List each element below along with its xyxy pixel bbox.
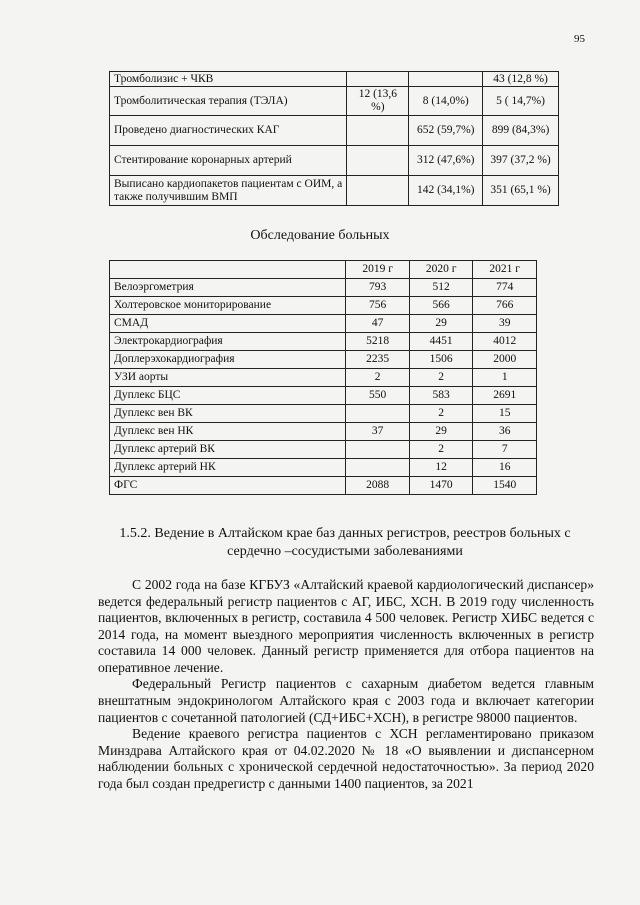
table-cell: 4012 xyxy=(473,333,537,351)
table-cell: 512 xyxy=(409,279,473,297)
table-row xyxy=(110,477,537,495)
table-cell: 899 (84,3%) xyxy=(483,116,559,146)
table-cell: 566 xyxy=(409,297,473,315)
row-label: УЗИ аорты xyxy=(110,369,346,387)
table-row xyxy=(110,176,559,206)
table-cell: 29 xyxy=(409,423,473,441)
table-cell: 774 xyxy=(473,279,537,297)
table-row xyxy=(110,87,559,116)
table-cell: 1506 xyxy=(409,351,473,369)
table-cell xyxy=(347,146,409,176)
table-cell: 8 (14,0%) xyxy=(409,87,483,116)
row-label: Тромболитическая терапия (ТЭЛА) xyxy=(110,87,347,116)
header-cell: 2021 г xyxy=(473,261,537,279)
table-cell: 2 xyxy=(409,369,473,387)
table-cell: 12 xyxy=(409,459,473,477)
treatment-table xyxy=(109,71,559,206)
table-cell: 397 (37,2 %) xyxy=(483,146,559,176)
row-label: Выписано кардиопакетов пациентам с ОИМ, а также получившим ВМП xyxy=(110,176,347,206)
section-heading: 1.5.2. Ведение в Алтайском крае баз данных регистров, реестров больных с сердечно –сосудистыми заболеваниями xyxy=(119,526,571,560)
row-label: Дуплекс вен ВК xyxy=(110,405,346,423)
table-cell: 16 xyxy=(473,459,537,477)
table-cell: 2088 xyxy=(346,477,410,495)
table-cell: 47 xyxy=(346,315,410,333)
examination-table xyxy=(109,260,537,495)
table-cell: 39 xyxy=(473,315,537,333)
table-cell xyxy=(409,72,483,87)
row-label: СМАД xyxy=(110,315,346,333)
table-cell: 2000 xyxy=(473,351,537,369)
header-cell: 2019 г xyxy=(346,261,410,279)
paragraph: Федеральный Регистр пациентов с сахарным диабетом ведется главным внештатным эндокринологом Алтайского края с 2003 года и включает категории пациентов с сочетанной патологией (СД+ИБС+ХСН), в регистре 98000 пациентов. xyxy=(98,676,594,725)
table-cell: 5218 xyxy=(346,333,410,351)
table-cell: 766 xyxy=(473,297,537,315)
table-cell: 12 (13,6 %) xyxy=(347,87,409,116)
table-cell xyxy=(346,459,410,477)
row-label: Дуплекс артерий ВК xyxy=(110,441,346,459)
table-row xyxy=(110,423,537,441)
table-row xyxy=(110,116,559,146)
table-row xyxy=(110,279,537,297)
table-cell: 2235 xyxy=(346,351,410,369)
table-cell xyxy=(347,116,409,146)
row-label: Электрокардиография xyxy=(110,333,346,351)
table-cell: 142 (34,1%) xyxy=(409,176,483,206)
table-row xyxy=(110,387,537,405)
row-label: Дуплекс вен НК xyxy=(110,423,346,441)
table-cell: 583 xyxy=(409,387,473,405)
table-cell: 1470 xyxy=(409,477,473,495)
table-cell: 351 (65,1 %) xyxy=(483,176,559,206)
row-label: Холтеровское мониторирование xyxy=(110,297,346,315)
paragraph: Ведение краевого регистра пациентов с ХСН регламентировано приказом Минздрава Алтайского края от 04.02.2020 № 18 «О выявлении и диспансерном наблюдении больных с хронической сердечной недостаточностью». За период 2020 года был создан предрегистр с данными 1400 пациентов, за 2021 xyxy=(98,726,594,791)
table-row xyxy=(110,146,559,176)
row-label: Дуплекс БЦС xyxy=(110,387,346,405)
row-label: Стентирование коронарных артерий xyxy=(110,146,347,176)
table-header-row xyxy=(110,261,537,279)
table-cell: 1540 xyxy=(473,477,537,495)
table-row xyxy=(110,441,537,459)
table-cell: 2 xyxy=(346,369,410,387)
row-label: Тромболизис + ЧКВ xyxy=(110,72,347,87)
row-label: Велоэргометрия xyxy=(110,279,346,297)
table-cell: 756 xyxy=(346,297,410,315)
table-cell: 29 xyxy=(409,315,473,333)
table-cell xyxy=(346,405,410,423)
page-number: 95 xyxy=(574,33,585,45)
body-text xyxy=(98,577,594,793)
table-cell: 1 xyxy=(473,369,537,387)
table-cell: 15 xyxy=(473,405,537,423)
table-cell xyxy=(347,176,409,206)
header-cell: 2020 г xyxy=(409,261,473,279)
table-cell: 2 xyxy=(409,441,473,459)
table-cell xyxy=(347,72,409,87)
row-label: Доплерэхокардиография xyxy=(110,351,346,369)
table-cell: 37 xyxy=(346,423,410,441)
table-cell: 7 xyxy=(473,441,537,459)
row-label: Проведено диагностических КАГ xyxy=(110,116,347,146)
table-row xyxy=(110,405,537,423)
table-row xyxy=(110,297,537,315)
table-cell: 5 ( 14,7%) xyxy=(483,87,559,116)
table-cell: 2691 xyxy=(473,387,537,405)
table-cell xyxy=(346,441,410,459)
table-cell: 4451 xyxy=(409,333,473,351)
header-cell xyxy=(110,261,346,279)
table-cell: 43 (12,8 %) xyxy=(483,72,559,87)
table-cell: 652 (59,7%) xyxy=(409,116,483,146)
table-row xyxy=(110,315,537,333)
table-cell: 36 xyxy=(473,423,537,441)
row-label: Дуплекс артерий НК xyxy=(110,459,346,477)
paragraph: С 2002 года на базе КГБУЗ «Алтайский краевой кардиологический диспансер» ведется федеральный регистр пациентов с АГ, ИБС, ХСН. В 2019 году численность пациентов, включенных в регистр, составила 4 500 человек. Регистр ХИБС ведется с 2014 года, на момент выездного мероприятия численность включенных в регистр составила 14 000 человек. Данный регистр применяется для отбора пациентов на оперативное лечение. xyxy=(98,577,594,675)
section-title: Обследование больных xyxy=(250,228,390,243)
table-cell: 550 xyxy=(346,387,410,405)
table-cell: 312 (47,6%) xyxy=(409,146,483,176)
table-cell: 793 xyxy=(346,279,410,297)
table-row xyxy=(110,369,537,387)
table-cell: 2 xyxy=(409,405,473,423)
table-row xyxy=(110,459,537,477)
table-row xyxy=(110,333,537,351)
table-row xyxy=(110,351,537,369)
table-row xyxy=(110,72,559,87)
row-label: ФГС xyxy=(110,477,346,495)
